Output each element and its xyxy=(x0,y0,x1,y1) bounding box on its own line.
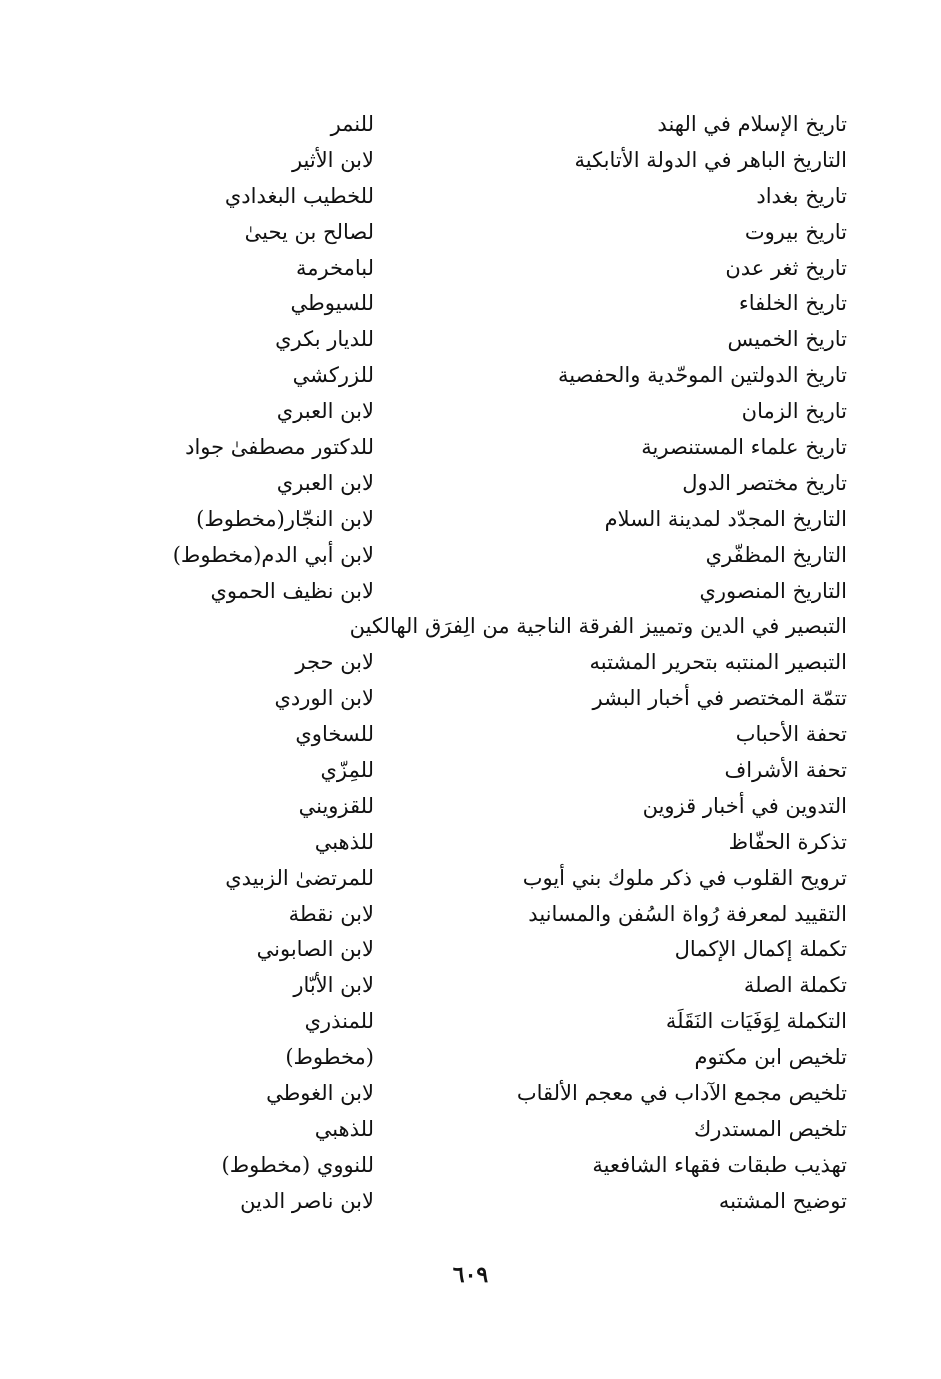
book-title: التقييد لمعرفة رُواة السُفن والمسانيد xyxy=(528,901,847,926)
book-author: لابن العبري xyxy=(276,399,374,424)
book-title: تاريخ الدولتين الموحّدية والحفصية xyxy=(558,363,847,388)
book-author: لابن ناصر الدين xyxy=(240,1188,374,1213)
book-title: التاريخ المنصوري xyxy=(699,578,847,603)
book-title: تاريخ الإسلام في الهند xyxy=(657,112,847,136)
bibliography-entry xyxy=(0,501,941,537)
bibliography-entry xyxy=(0,931,941,967)
page-number: ٦٠٩ xyxy=(452,1262,489,1288)
bibliography-entry xyxy=(0,788,941,824)
book-author: لابن حجر xyxy=(295,650,374,675)
book-title: تاريخ الخلفاء xyxy=(738,291,847,316)
book-title: تلخيص المستدرك xyxy=(693,1116,847,1141)
bibliography-entry xyxy=(0,285,941,321)
bibliography-entry xyxy=(0,465,941,501)
book-title: التكملة لِوَفَيَات النَقَلَة xyxy=(665,1009,847,1034)
book-author: لابن العبري xyxy=(276,470,374,495)
bibliography-entry xyxy=(0,608,941,644)
bibliography-entry xyxy=(0,214,941,250)
book-author: للمرتضىٰ الزبيدي xyxy=(225,865,374,890)
book-title: تتمّة المختصر في أخبار البشر xyxy=(592,686,847,711)
book-author: للذهبي xyxy=(314,829,374,854)
book-author: للذهبي xyxy=(314,1116,374,1141)
bibliography-entry xyxy=(0,1039,941,1075)
book-title: التبصير المنتبه بتحرير المشتبه xyxy=(589,650,847,675)
book-author: لابن الأثير xyxy=(291,147,374,172)
book-title: تلخيص ابن مكتوم xyxy=(694,1045,847,1070)
book-author: لابن نقطة xyxy=(288,901,374,926)
book-title: تحفة الأشراف xyxy=(724,758,847,783)
book-title: تاريخ بيروت xyxy=(744,219,847,244)
book-title: تهذيب طبقات فقهاء الشافعية xyxy=(592,1152,847,1177)
book-title: تلخيص مجمع الآداب في معجم الألقاب xyxy=(516,1081,847,1106)
book-author: لابن الصابوني xyxy=(256,937,374,962)
book-title: التاريخ المظفّري xyxy=(705,542,847,567)
bibliography-entry xyxy=(0,178,941,214)
bibliography-entry xyxy=(0,752,941,788)
bibliography-entry xyxy=(0,1183,941,1219)
bibliography-entry xyxy=(0,250,941,286)
book-author: (مخطوط) xyxy=(285,1045,374,1070)
book-title: تكملة الصلة xyxy=(743,973,847,998)
bibliography-entry xyxy=(0,393,941,429)
bibliography-entry xyxy=(0,429,941,465)
bibliography-entry xyxy=(0,142,941,178)
book-author: للنمر xyxy=(330,112,374,136)
book-title: تاريخ بغداد xyxy=(756,183,847,208)
book-author: لابن الأبّار xyxy=(293,973,374,998)
book-author: لبامخرمة xyxy=(295,255,374,280)
book-title: تاريخ الزمان xyxy=(741,399,847,424)
book-author: لصالح بن يحيىٰ xyxy=(244,219,374,244)
book-title: تاريخ مختصر الدول xyxy=(682,470,847,495)
bibliography-entry xyxy=(0,1147,941,1183)
book-title: ترويح القلوب في ذكر ملوك بني أيوب xyxy=(522,865,847,890)
book-title: تذكرة الحفّاظ xyxy=(728,829,847,854)
book-title: التدوين في أخبار قزوين xyxy=(642,793,847,818)
bibliography-entry xyxy=(0,644,941,680)
book-author: للقزويني xyxy=(298,793,374,818)
book-title: التاريخ الباهر في الدولة الأتابكية xyxy=(574,147,847,172)
book-title: توضيح المشتبه xyxy=(718,1188,847,1213)
book-author: لابن النجّار(مخطوط) xyxy=(196,506,374,531)
book-author: لابن الغوطي xyxy=(266,1081,374,1106)
book-author: لابن أبي الدم(مخطوط) xyxy=(172,542,374,567)
book-title: تحفة الأحباب xyxy=(735,722,847,747)
book-title: التاريخ المجدّد لمدينة السلام xyxy=(604,506,847,531)
book-author: للنووي (مخطوط) xyxy=(221,1152,374,1177)
bibliography-entry xyxy=(0,573,941,609)
bibliography-entry xyxy=(0,716,941,752)
bibliography-entry xyxy=(0,1111,941,1147)
bibliography-entry xyxy=(0,537,941,573)
bibliography-entry xyxy=(0,824,941,860)
bibliography-entry xyxy=(0,1003,941,1039)
bibliography-entry xyxy=(0,106,941,142)
bibliography-entry xyxy=(0,967,941,1003)
bibliography-entry xyxy=(0,680,941,716)
bibliography-entry xyxy=(0,1075,941,1111)
bibliography-entry xyxy=(0,357,941,393)
book-title: التبصير في الدين وتمييز الفرقة الناجية من الِفرَق الهالكين xyxy=(349,614,847,639)
book-author: للمِزّي xyxy=(320,758,374,783)
book-title: تكملة إكمال الإكمال xyxy=(674,937,847,962)
book-author: للديار بكري xyxy=(275,327,374,352)
bibliography-entry xyxy=(0,321,941,357)
book-title: تاريخ علماء المستنصرية xyxy=(641,435,847,460)
book-title: تاريخ ثغر عدن xyxy=(725,255,847,280)
book-title: تاريخ الخميس xyxy=(727,327,847,352)
bibliography-entry xyxy=(0,860,941,896)
bibliography-list xyxy=(0,106,941,1219)
book-author: للدكتور مصطفىٰ جواد xyxy=(185,435,374,460)
book-author: لابن الوردي xyxy=(274,686,374,711)
bibliography-entry xyxy=(0,896,941,932)
book-author: للسيوطي xyxy=(290,291,374,316)
book-author: للزركشي xyxy=(292,363,374,388)
book-author: للخطيب البغدادي xyxy=(224,183,374,208)
book-author: للسخاوي xyxy=(295,722,374,747)
book-author: للمنذري xyxy=(304,1009,374,1034)
book-author: لابن نظيف الحموي xyxy=(210,578,374,603)
